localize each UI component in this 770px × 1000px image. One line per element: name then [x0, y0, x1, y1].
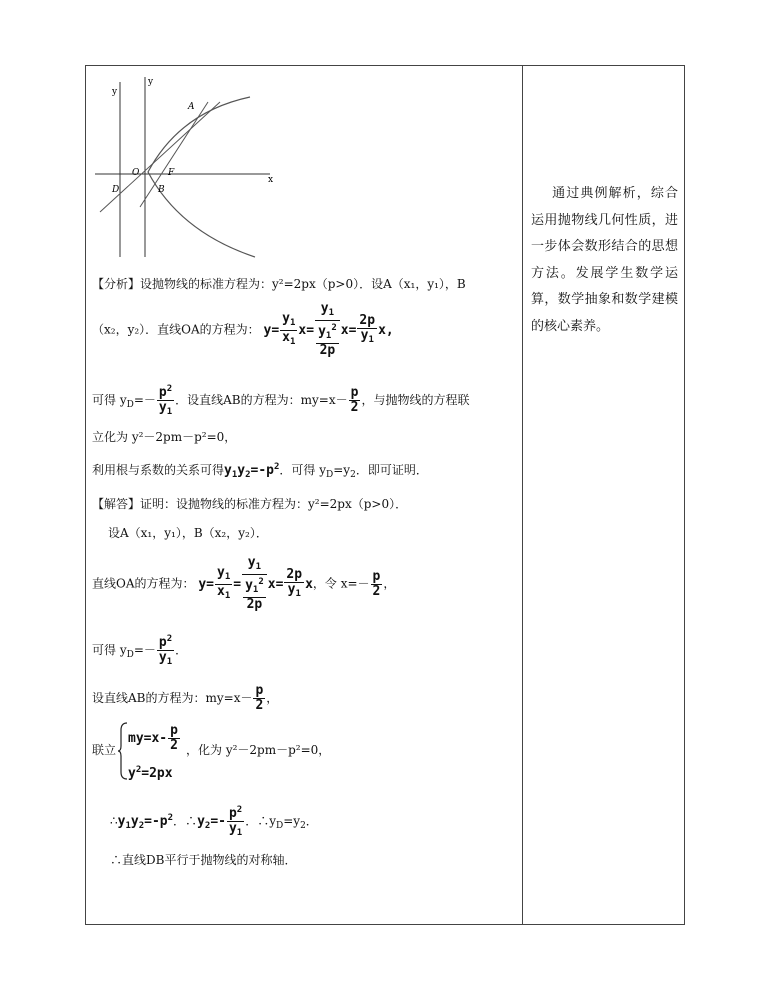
analysis-line-3: 可得 $y_D=-$ $\frac{p^2}{y_1}$ ．设直线AB的方程为：my=x－ $\frac{p}{2}$ ，与抛物线的方程联	[92, 384, 470, 417]
solution-therefore: $\therefore y_1y_2=-p^2$．$\therefore y_2=-$ $\frac{p^2}{y_1}$ ．$\therefore y_D=y_2$．	[110, 805, 318, 838]
solution-combine: 联立	[92, 743, 117, 757]
column-divider	[522, 65, 523, 925]
analysis-line-4: 立化为 y²－2pm－p²=0，	[92, 430, 237, 444]
svg-text:y: y	[112, 87, 118, 97]
teaching-purpose-text: 通过典例解析，综合运用抛物线几何性质，进一步体会数形结合的思想方法。发展学生数学运算，数学抽象和数学建模的核心素养。	[531, 186, 678, 334]
analysis-line-5: 利用根与系数的关系可得$y_1y_2=-p^2$．可得 $y_D=y_2$．即可证明．	[92, 462, 428, 480]
svg-text:x: x	[268, 175, 274, 185]
svg-text:y: y	[148, 77, 154, 87]
svg-text:D: D	[112, 185, 120, 195]
solution-ab: 设直线AB的方程为：my=x－ $\frac{p}{2}$ ，	[92, 683, 279, 713]
svg-text:F: F	[168, 168, 175, 178]
system-eq-1: my=x- $\frac{p}{2}$	[128, 723, 178, 753]
solution-oa: 直线OA的方程为： y= $\frac{y_1}{x_1}$ = $\frac{y_1}{\frac{y_1^2}{2p}}$ x= $\frac{2p}{y_1}$ x，令 x=－ $\frac{p}{2}$ ，	[92, 555, 396, 612]
analysis-line-2: （x₂，y₂）．直线OA的方程为： y= $\frac{y_1}{x_1}$ x= $\frac{y_1}{\frac{y_1^2}{2p}}$ x= $\frac{2p}{y_1}$ x,	[92, 301, 394, 358]
system-brace	[118, 722, 128, 780]
solution-set-points: 设A（x₁，y₁），B（x₂，y₂）．	[108, 526, 268, 540]
solution-intro: 【解答】证明：设抛物线的标准方程为：y²=2px（p>0）．	[92, 497, 408, 511]
svg-text:B: B	[158, 185, 165, 195]
analysis-line-1: 【分析】设抛物线的标准方程为：y²=2px（p>0）．设A（x₁，y₁），B	[92, 277, 466, 291]
solution-yd: 可得 $y_D=-$ $\frac{p^2}{y_1}$ ．	[92, 634, 188, 667]
svg-text:A: A	[188, 102, 195, 112]
solution-conclusion: ∴直线DB平行于抛物线的对称轴．	[110, 853, 297, 867]
parabola-figure	[90, 72, 274, 262]
solution-combine-result: ，化为 y²－2pm－p²=0，	[186, 743, 331, 757]
system-eq-2: $y^2=2px$	[128, 765, 173, 781]
svg-text:O: O	[132, 168, 140, 178]
